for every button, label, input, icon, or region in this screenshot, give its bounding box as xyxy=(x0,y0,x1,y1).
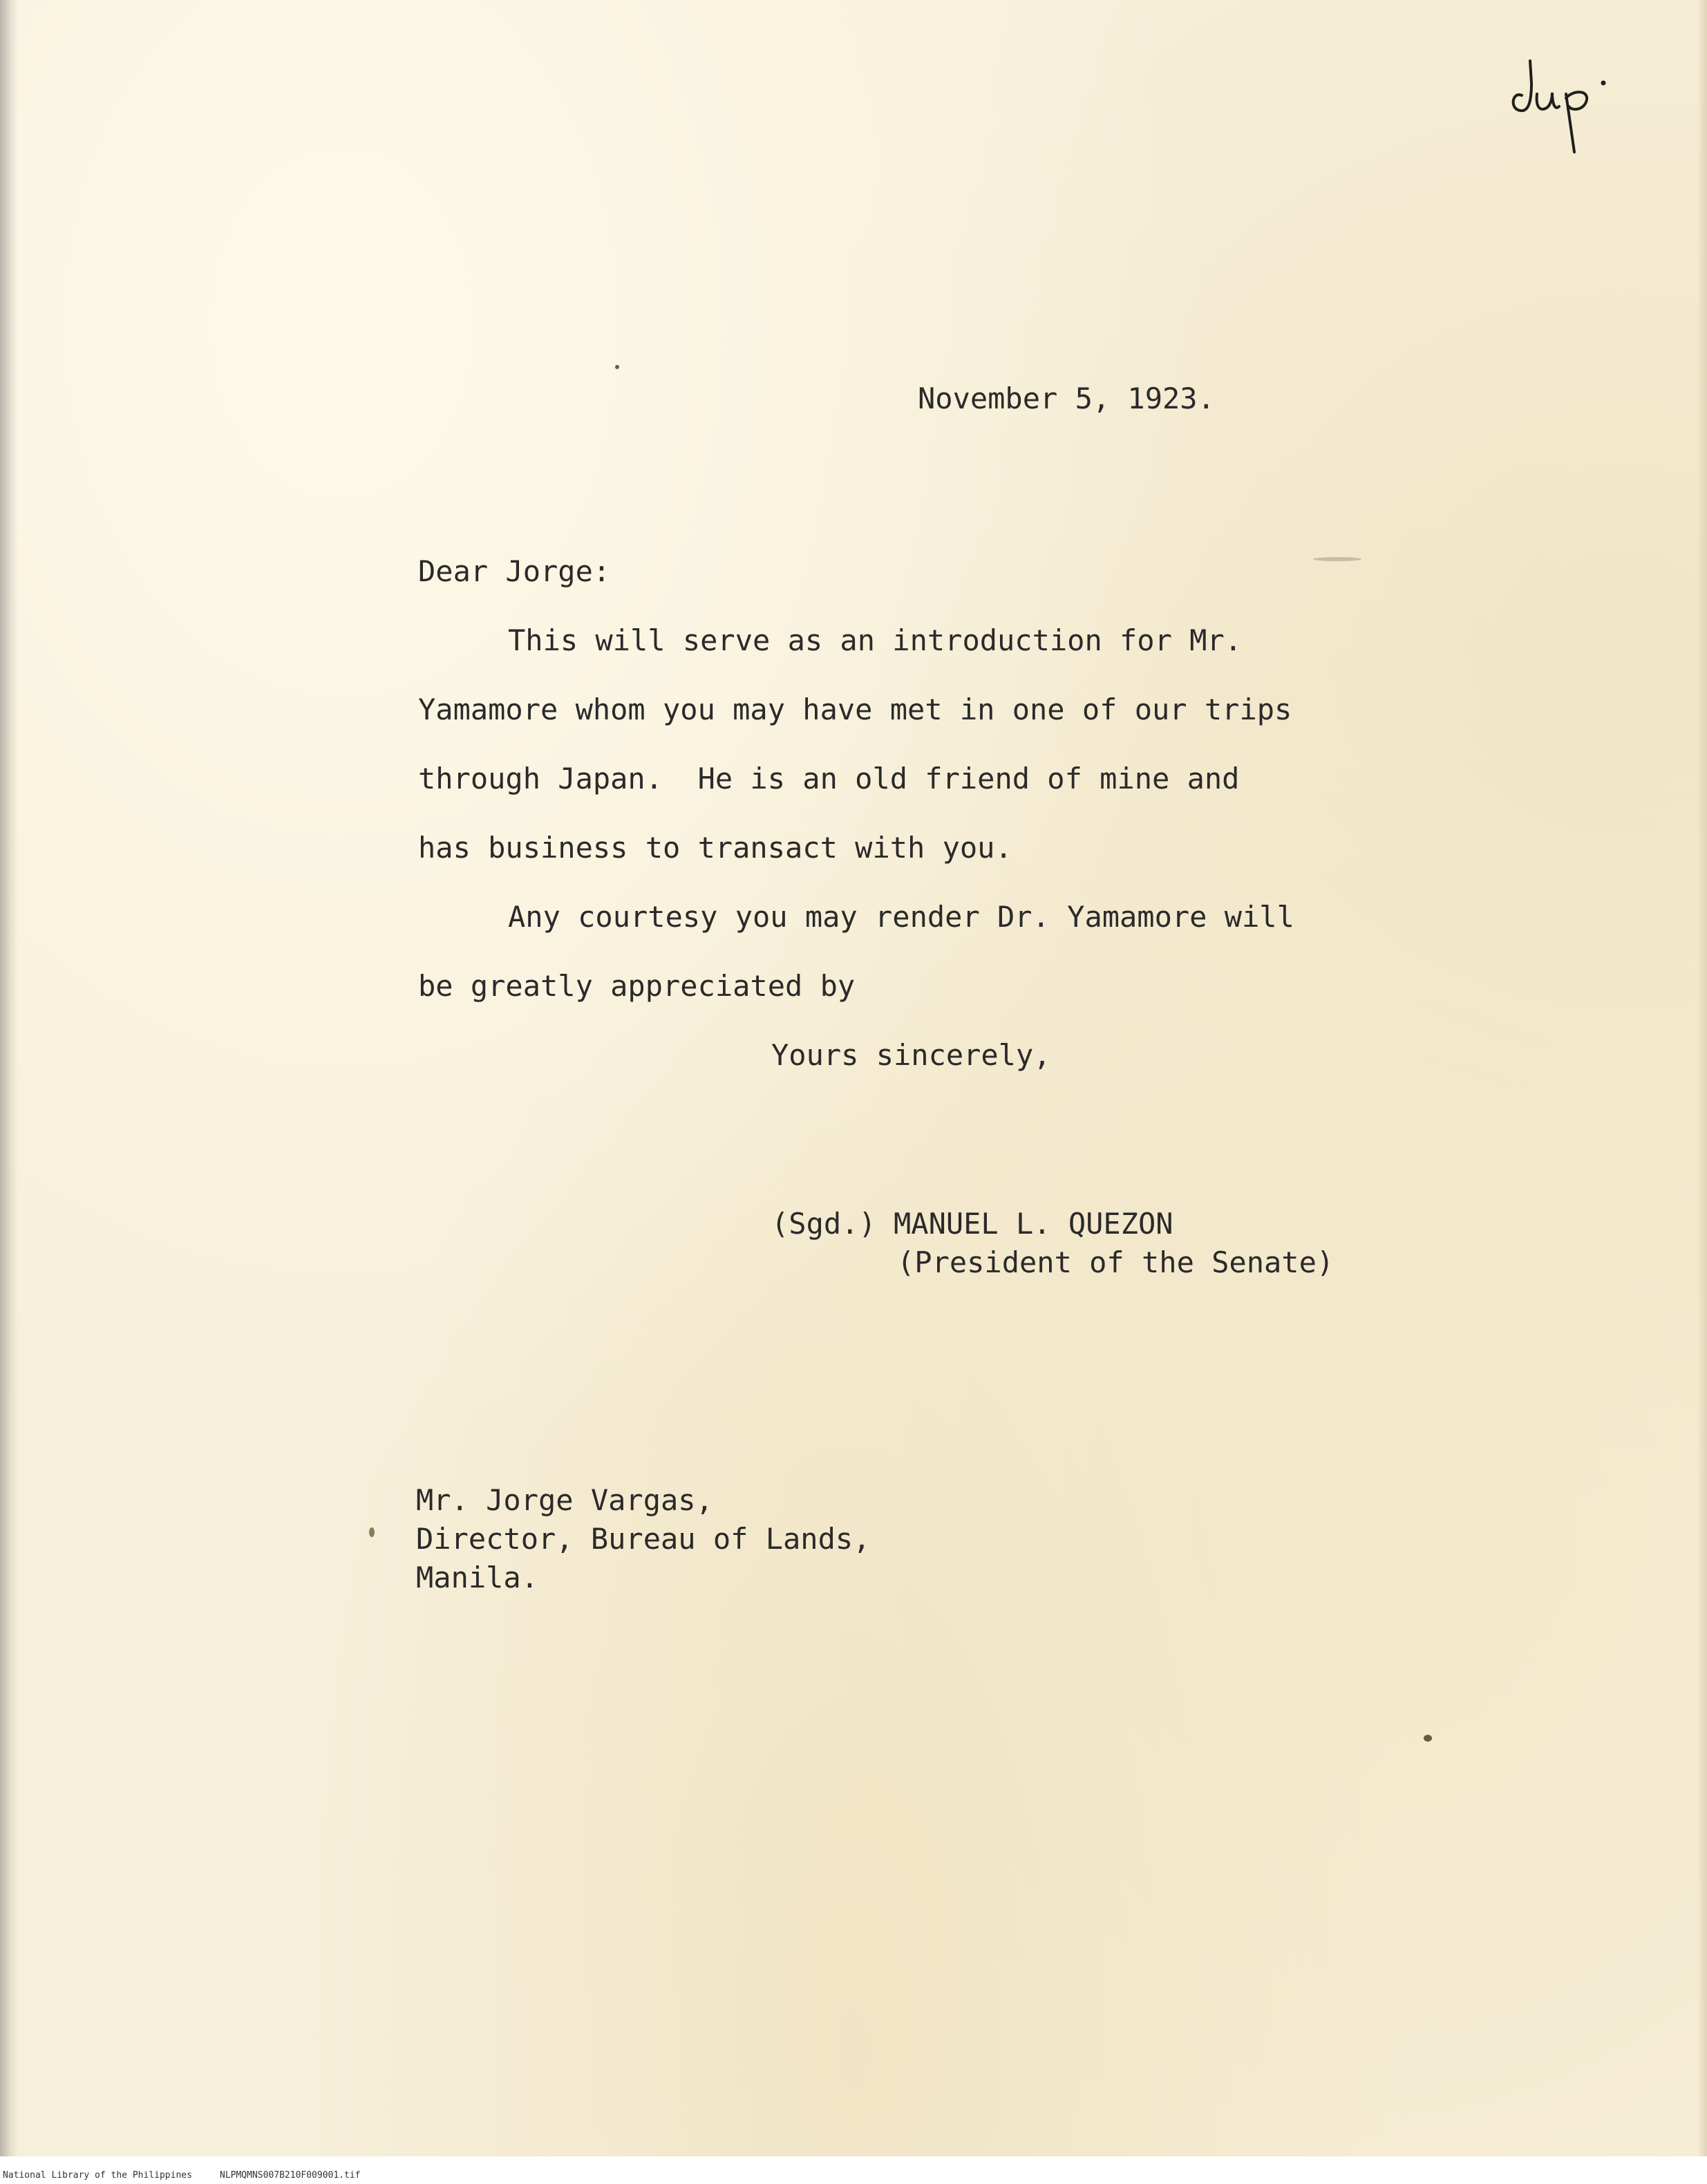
body-line: Yamamore whom you may have met in one of our trips xyxy=(418,693,1292,726)
addressee-name: Mr. Jorge Vargas, xyxy=(416,1483,713,1517)
paper-speck xyxy=(1424,1735,1432,1742)
page-right-edge-shadow xyxy=(1697,0,1707,2156)
scan-footer xyxy=(0,2159,1707,2184)
letter-salutation: Dear Jorge: xyxy=(418,554,611,588)
paper-speck xyxy=(369,1527,375,1537)
signature-title: (President of the Senate) xyxy=(897,1245,1335,1279)
letter-closing: Yours sincerely, xyxy=(771,1038,1051,1072)
paper-speck xyxy=(615,365,619,369)
addressee-title: Director, Bureau of Lands, xyxy=(416,1522,871,1556)
handwritten-dup-annotation xyxy=(1507,55,1617,159)
addressee-block xyxy=(416,1483,871,1594)
signature-block xyxy=(771,1209,1334,1277)
body-line: Any courtesy you may render Dr. Yamamore will xyxy=(508,900,1294,934)
signature-name: (Sgd.) MANUEL L. QUEZON xyxy=(771,1207,1173,1241)
footer-filename: NLPMQMNS007B210F009001.tif xyxy=(220,2170,361,2181)
paper-speck xyxy=(1313,557,1361,561)
body-line: This will serve as an introduction for Mr. xyxy=(508,623,1243,657)
page-left-edge-shadow xyxy=(0,0,18,2156)
body-line: be greatly appreciated by xyxy=(418,969,856,1003)
body-line: has business to transact with you. xyxy=(418,831,1012,865)
body-line: through Japan. He is an old friend of mine and xyxy=(418,762,1240,796)
addressee-city: Manila. xyxy=(416,1561,539,1594)
letter-date: November 5, 1923. xyxy=(918,382,1215,415)
footer-library-name: National Library of the Philippines xyxy=(3,2170,192,2181)
